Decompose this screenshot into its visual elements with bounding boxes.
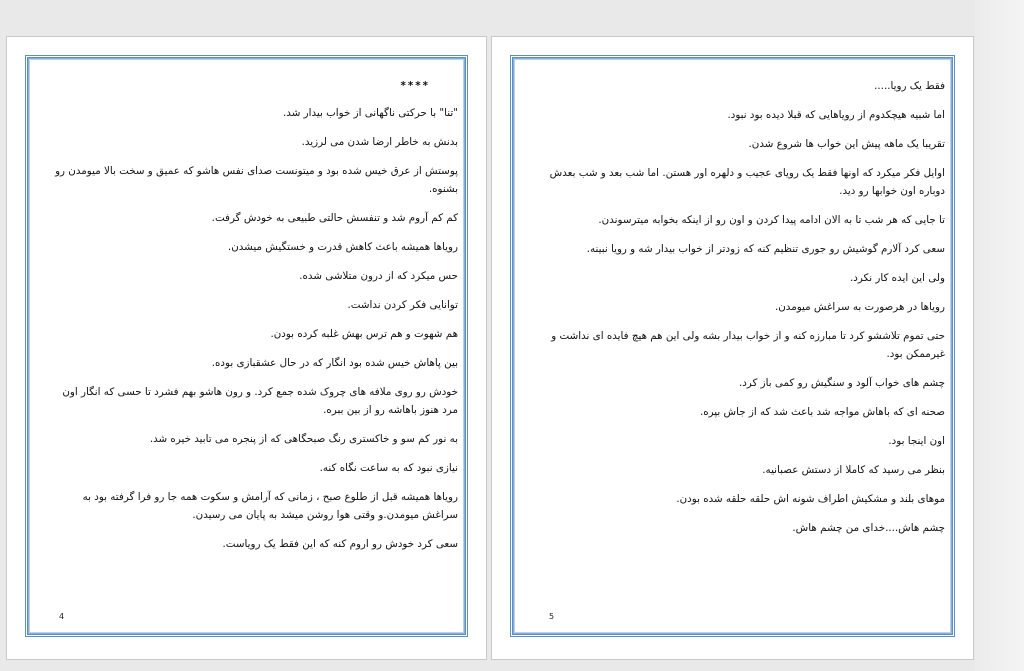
paragraph: موهای بلند و مشکیش اطراف شونه اش حلقه حلقه شده بودن.: [676, 493, 945, 505]
paragraph: رویاها همیشه قبل از طلوع صبح ، زمانی که آرامش و سکوت همه جا رو فرا گرفته بود به سراغش میومدن.و وقتی هوا روشن میشد به پایان می رسیدن.: [82, 491, 458, 521]
page-number: 4: [59, 612, 65, 621]
paragraph: رویاها در هرصورت به سراغش میومدن.: [774, 301, 945, 313]
paragraph: نیازی نبود که به ساعت نگاه کنه.: [319, 462, 458, 474]
paragraph: خودش رو روی ملافه های چروک شده جمع کرد. و رون هاشو بهم فشرد تا حسی که انگار اون مرد هنوز باهاشه رو از بین ببره.: [62, 386, 458, 416]
paragraph: حس میکرد که از درون متلاشی شده.: [299, 270, 458, 282]
paragraph: بنظر می رسید که کاملا از دستش عصبانیه.: [762, 464, 945, 476]
page-number: 5: [549, 612, 555, 621]
paragraph: سعی کرد آلارم گوشیش رو جوری تنظیم کنه که زودتر از خواب بیدار شه و رویا نبینه.: [586, 243, 945, 255]
paragraph: فقط یک رویا.....: [874, 80, 945, 92]
paragraph: چشم های خواب آلود و سنگیش رو کمی باز کرد.: [738, 377, 945, 389]
paragraph: هم شهوت و هم ترس بهش غلبه کرده بودن.: [270, 328, 458, 340]
paragraph: توانایی فکر کردن نداشت.: [347, 299, 458, 311]
paragraph: بدنش به خاطر ارضا شدن می لرزید.: [301, 136, 458, 148]
paragraph: تا جایی که هر شب تا به الان ادامه پیدا کردن و اون رو از اینکه بخوابه میترسوندن.: [598, 214, 945, 226]
document-page-right[interactable]: [491, 36, 974, 660]
paragraph: تقریبا یک ماهه پیش این خواب ها شروع شدن.: [748, 138, 945, 150]
paragraph: اون اینجا بود.: [888, 435, 945, 447]
page-text-body: [45, 77, 458, 564]
paragraph: کم کم آروم شد و تنفسش حالتی طبیعی به خودش گرفت.: [211, 212, 458, 224]
paragraph: رویاها همیشه باعث کاهش قدرت و خستگیش میشدن.: [227, 241, 458, 253]
paragraph: اوایل فکر میکرد که اونها فقط یک رویای عجیب و دلهره اور هستن. اما شب بعد و شب بعدش دوباره اون خوابها رو دید.: [549, 167, 945, 197]
section-separator: ****: [400, 80, 430, 92]
paragraph: بین پاهاش خیس شده بود انگار که در حال عشقبازی بوده.: [211, 357, 458, 369]
paragraph: به نور کم سو و خاکستری رنگ صبحگاهی که از پنجره می تابید خیره شد.: [149, 433, 458, 445]
window-background-strip: [975, 0, 1024, 671]
paragraph: حتی تموم تلاششو کرد تا مبارزه کنه و از خواب بیدار بشه ولی این هم هیچ فایده ای نداشت و غیرممکن بود.: [551, 330, 945, 360]
paragraph: پوستش از عرق خیس شده بود و میتونست صدای نفس هاشو که عمیق و سخت بالا میومدن رو بشنوه.: [55, 165, 458, 195]
document-page-left[interactable]: [6, 36, 487, 660]
paragraph: سعی کرد خودش رو اروم کنه که این فقط یک رویاست.: [222, 538, 458, 550]
paragraph: ولی این ایده کار نکرد.: [850, 272, 945, 284]
page-text-body: [530, 77, 945, 548]
paragraph: چشم هاش....خدای من چشم هاش.: [792, 522, 945, 534]
paragraph: "تنا" با حرکتی ناگهانی از خواب بیدار شد.: [283, 107, 458, 119]
paragraph: صحنه ای که باهاش مواجه شد باعث شد که از جاش بپره.: [699, 406, 945, 418]
paragraph: اما شبیه هیچکدوم از رویاهایی که قبلا دیده بود نبود.: [727, 109, 945, 121]
